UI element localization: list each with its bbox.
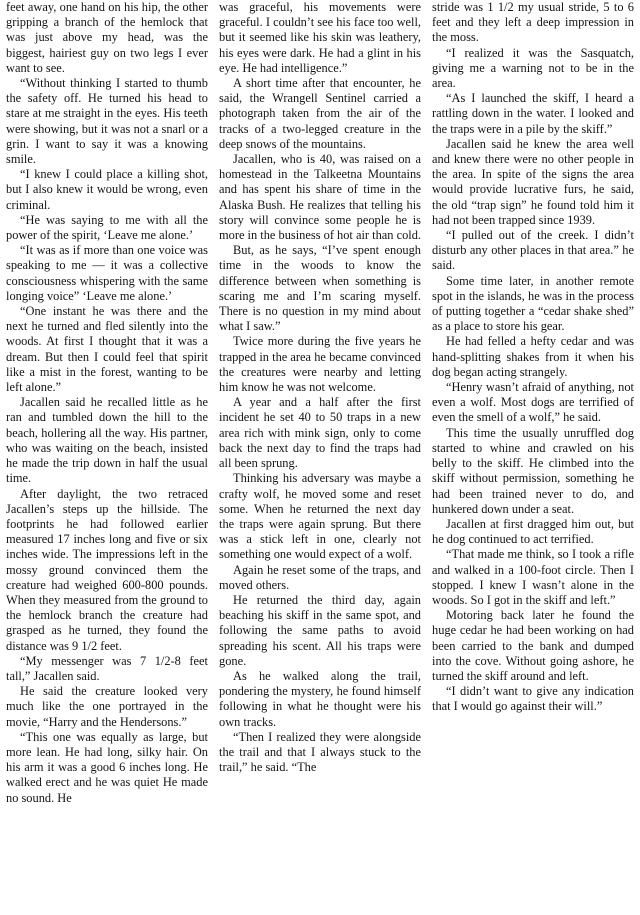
article-paragraph: “Henry wasn’t afraid of anything, not even a wolf. Most dogs are terrified of even the smell of a wolf,” he said. <box>432 380 634 425</box>
article-paragraph: “It was as if more than one voice was speaking to me — it was a collective consciousness whispering with the same longing voice” ‘Leave me alone.’ <box>6 243 208 303</box>
article-paragraph: “As I launched the skiff, I heard a rattling down in the water. I looked and the traps were in a pile by the skiff.” <box>432 91 634 136</box>
article-paragraph: Twice more during the five years he trapped in the area he became convinced the creatures were nearby and letting him know he was not welcome. <box>219 334 421 395</box>
article-paragraph: “I realized it was the Sasquatch, giving me a warning not to be in the area. <box>432 45 634 91</box>
article-paragraph: After daylight, the two retraced Jacallen’s steps up the hillside. The footprints he had followed earlier measured 17 inches long and five or six inches wide. The impressions left in the mossy ground convinced them the creature had weighed 600-800 pounds. When they measured from the ground to the hemlock branch the creature had grasped as he turned, they found the distance was 9 1/2 feet. <box>6 486 208 653</box>
article-paragraph: Jacallen, who is 40, was raised on a homestead in the Talkeetna Mountains and has spent his share of time in the Alaska Bush. He realizes that telling his story will convince some people he is more in the business of hot air than cold. <box>219 152 421 243</box>
article-paragraph: stride was 1 1/2 my usual stride, 5 to 6 feet and they left a deep impression in the moss. <box>432 0 634 45</box>
article-paragraph: “Then I realized they were alongside the trail and that I always stuck to the trail,” he said. “The <box>219 729 421 775</box>
article-paragraph: “I knew I could place a killing shot, but I also knew it would be wrong, even criminal. <box>6 167 208 212</box>
article-paragraph: “That made me think, so I took a rifle and walked in a 100-foot circle. Then I stopped. I knew I wasn’t alone in the woods. So I got in the skiff and left.” <box>432 547 634 607</box>
article-column-2 <box>219 0 421 915</box>
article-paragraph: A year and a half after the first incident he set 40 to 50 traps in a new area rich with mink sign, only to come back the next day to find the traps had all been sprung. <box>219 395 421 471</box>
article-paragraph: But, as he says, “I’ve spent enough time in the woods to know the difference between when something is scaring me and I’m scaring myself. There is no question in my mind about what I saw.” <box>219 243 421 334</box>
article-paragraph: As he walked along the trail, pondering the mystery, he found himself following in what he thought were his own tracks. <box>219 668 421 729</box>
article-paragraph: Again he reset some of the traps, and moved others. <box>219 562 421 592</box>
article-paragraph: Motoring back later he found the huge cedar he had been working on had been carried to the bank and dumped into the cove. Without going ashore, he turned the skiff around and left. <box>432 608 634 683</box>
article-paragraph: Thinking his adversary was maybe a crafty wolf, he moved some and reset some. When he returned the next day the traps were again sprung. But there was a stick left in one, clearly not something one would expect of a wolf. <box>219 471 421 562</box>
article-paragraph: Some time later, in another remote spot in the islands, he was in the process of putting together a “cedar shake shed” as a place to store his gear. <box>432 273 634 334</box>
article-paragraph: “One instant he was there and the next he turned and fled silently into the woods. At first I thought that it was a dream. But then I could feel that spirit like a mist in the forest, wanting to be left alone.” <box>6 304 208 395</box>
article-column-1 <box>6 0 208 915</box>
article-paragraph: Jacallen said he recalled little as he ran and tumbled down the hill to the beach, hollering all the way. His partner, who was waiting on the beach, insisted he made the trip down in half the usual time. <box>6 395 208 486</box>
article-paragraph: “He was saying to me with all the power of the spirit, ‘Leave me alone.’ <box>6 212 208 243</box>
article-paragraph: “Without thinking I started to thumb the safety off. He turned his head to stare at me straight in the eyes. His teeth were showing, but it was not a snarl or a grin. I want to say it was a knowing smile. <box>6 76 208 167</box>
article-paragraph: Jacallen said he knew the area well and knew there were no other people in the area. In spite of the signs the area would provide lucrative furs, he said, the old “trap sign” he found told him it had not been trapped since 1939. <box>432 136 634 227</box>
article-paragraph: “My messenger was 7 1/2-8 feet tall,” Jacallen said. <box>6 653 208 683</box>
article-paragraph: “This one was equally as large, but more lean. He had long, silky hair. On his arm it was a good 6 inches long. He walked erect and he was quiet He made no sound. He <box>6 729 208 805</box>
article-paragraph: He had felled a hefty cedar and was hand-splitting shakes from it when his dog began acting strangely. <box>432 334 634 379</box>
article-paragraph: Jacallen at first dragged him out, but he dog continued to act terrified. <box>432 516 634 547</box>
article-paragraph: This time the usually unruffled dog started to whine and crawled on his belly to the skiff. He climbed into the skiff without permission, something he had been trained never to do, and hunkered down under a seat. <box>432 425 634 516</box>
article-paragraph: He said the creature looked very much like the one portrayed in the movie, “Harry and the Hendersons.” <box>6 684 208 729</box>
article-column-3 <box>432 0 634 915</box>
article-paragraph: “I didn’t want to give any indication that I would go against their will.” <box>432 684 634 714</box>
article-paragraph: feet away, one hand on his hip, the other gripping a branch of the hemlock that was just above my head, was the biggest, hairiest guy on two legs I ever want to see. <box>6 0 208 75</box>
article-paragraph: A short time after that encounter, he said, the Wrangell Sentinel carried a photograph taken from the air of the tracks of a two-legged creature in the deep snows of the mountains. <box>219 76 421 151</box>
article-paragraph: He returned the third day, again beaching his skiff in the same spot, and following the same paths to avoid spreading his scent. All his traps were gone. <box>219 592 421 668</box>
article-paragraph: was graceful, his movements were graceful. I couldn’t see his face too well, but it seemed like his skin was leathery, his eyes were dark. He had a glint in his eye. He had intelligence.” <box>219 0 421 75</box>
article-paragraph: “I pulled out of the creek. I didn’t disturb any other places in that area.” he said. <box>432 228 634 273</box>
